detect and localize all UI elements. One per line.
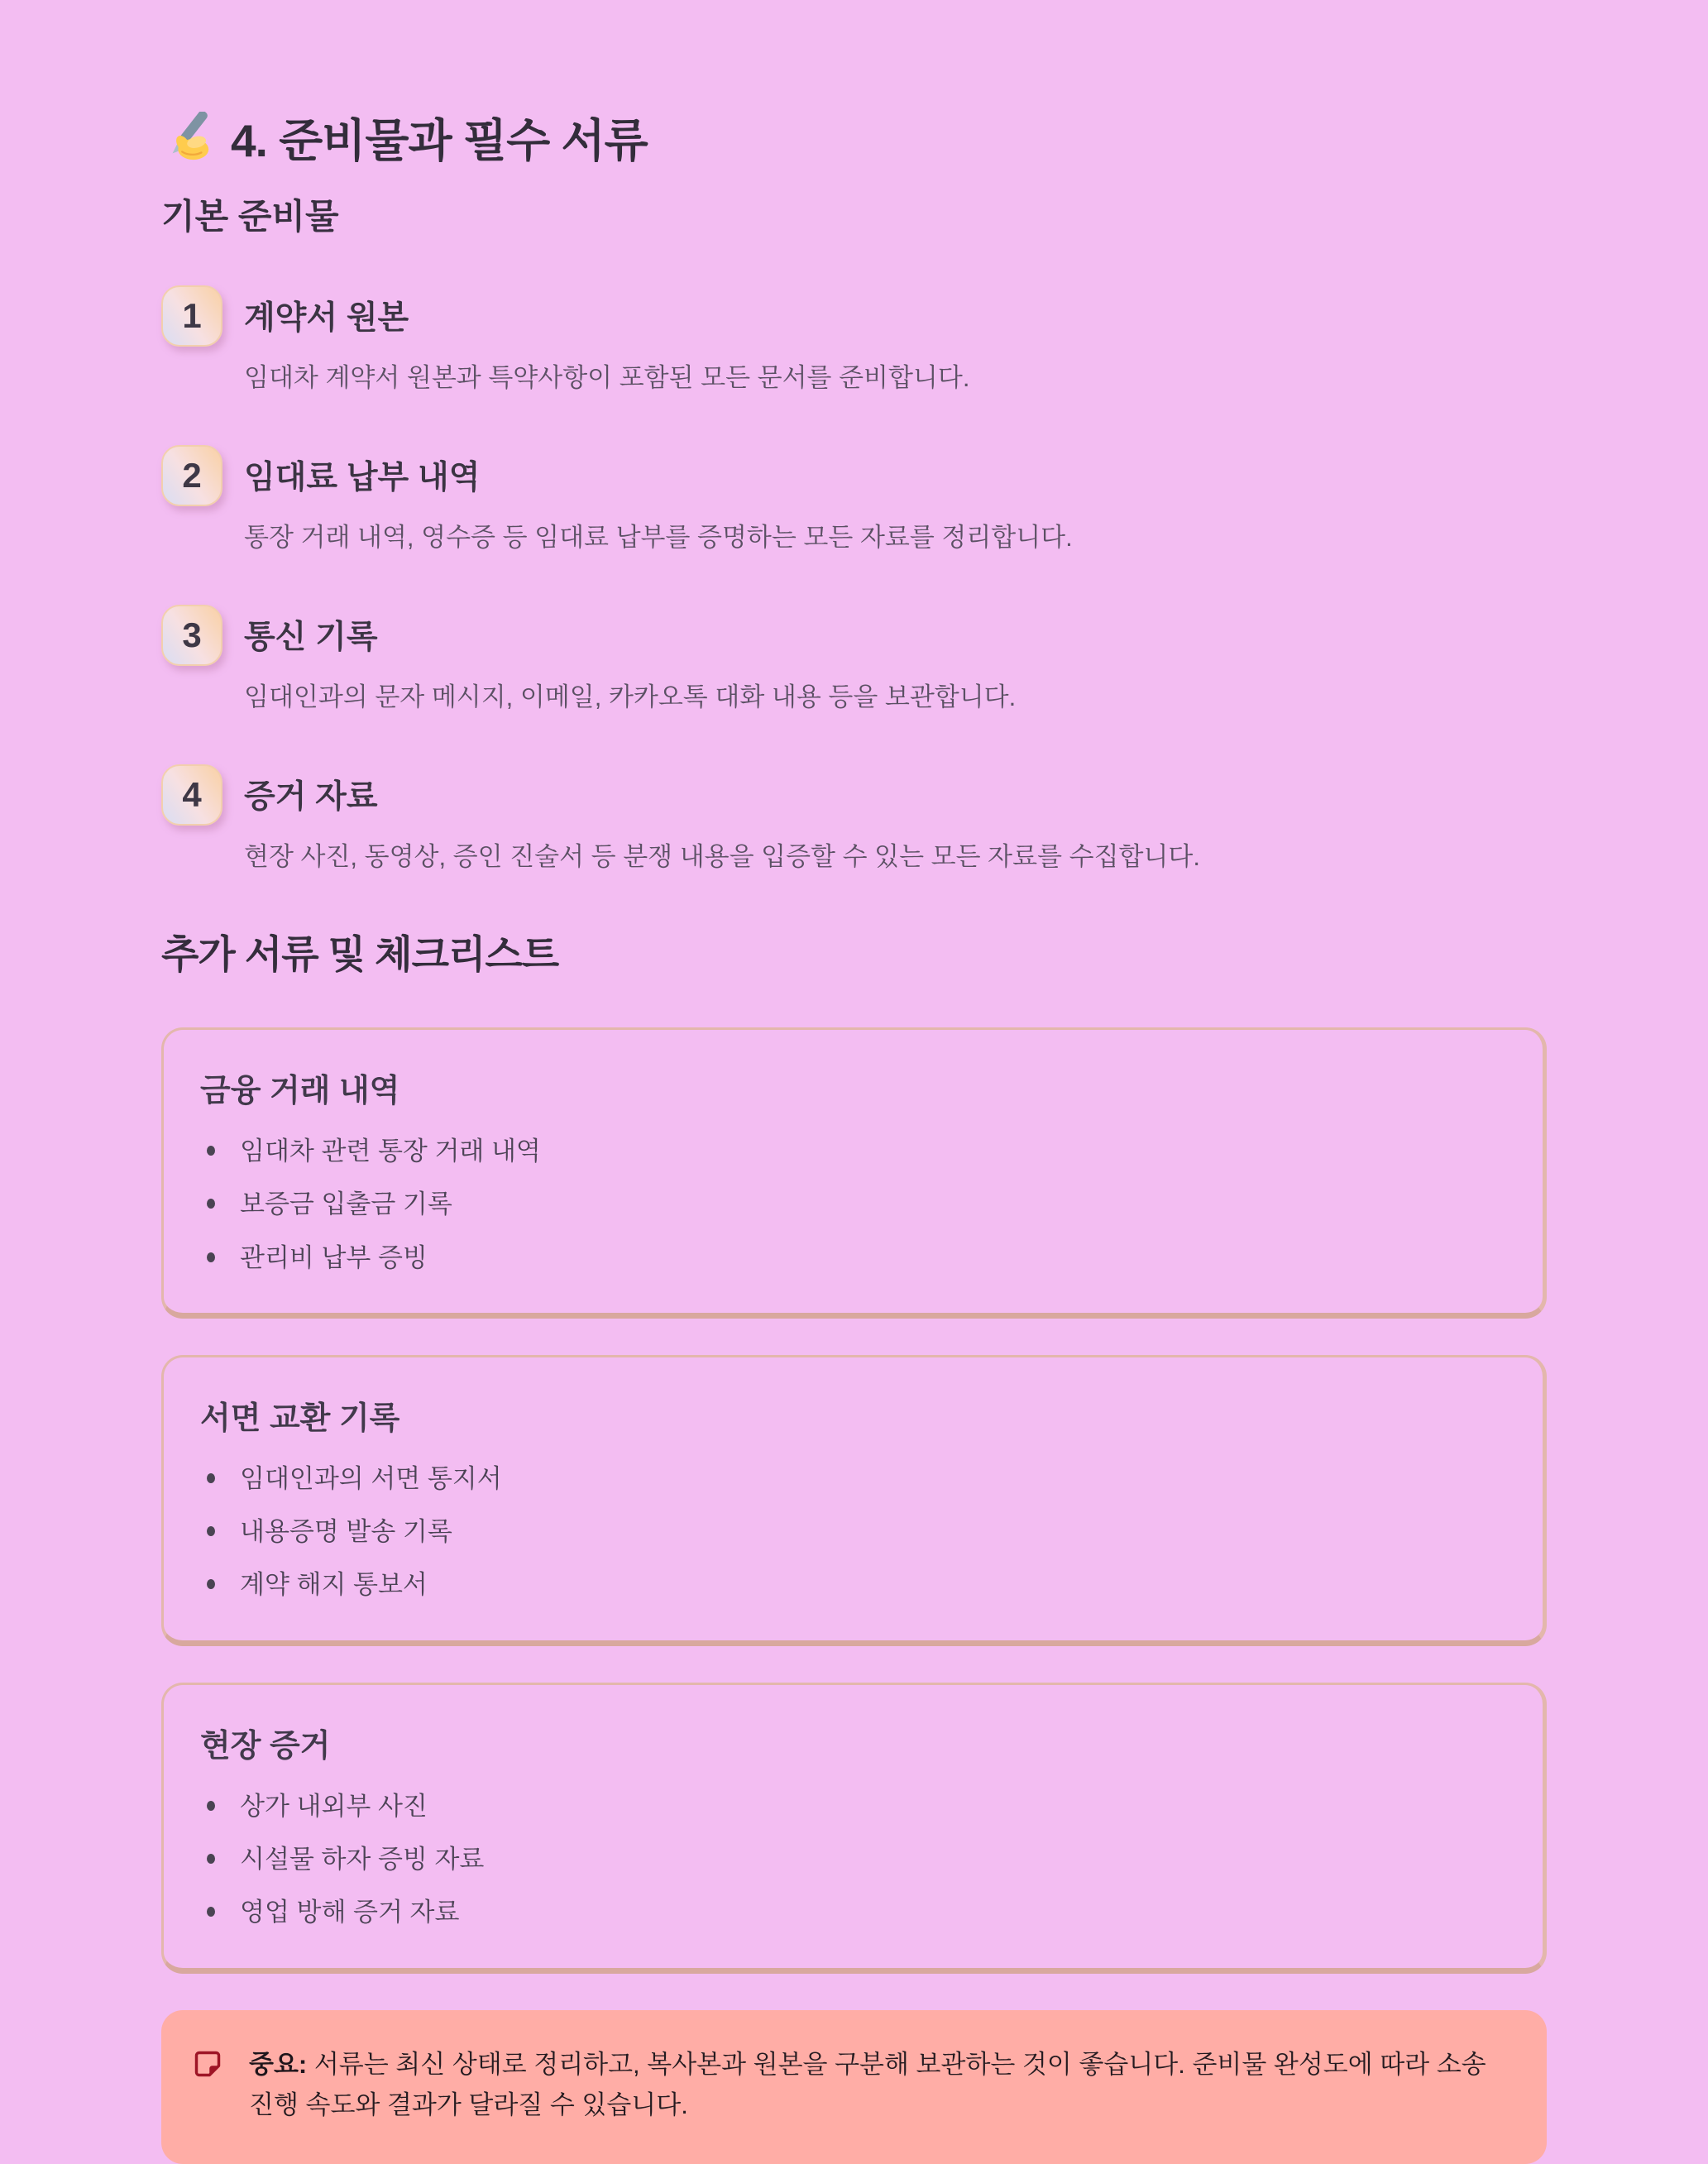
important-callout [161,2010,1547,2164]
step-number-badge: 3 [161,605,222,666]
bullet-dot [207,1854,215,1864]
callout-label: 중요: [249,2049,308,2079]
bullet-text: 임대인과의 서면 통지서 [240,1463,502,1493]
sticky-note-icon [193,2049,222,2083]
step-title: 증거 자료 [244,779,378,815]
card-title: 금융 거래 내역 [200,1074,400,1108]
section-heading-basic: 기본 준비물 [161,197,339,236]
bullet-item [200,1568,1501,1601]
bullet-dot [207,1579,215,1589]
bullet-dot [207,1801,215,1811]
step-title: 계약서 원본 [244,300,409,336]
bullet-text: 관리비 납부 증빙 [240,1242,428,1272]
step-number-badge: 1 [161,285,222,347]
bullet-text: 시설물 하자 증빙 자료 [240,1845,485,1874]
bullet-dot [207,1252,215,1262]
checklist-card-written-records [161,1355,1547,1646]
callout-text [249,2045,1497,2126]
list-item [161,605,1547,713]
callout-body: 서류는 최신 상태로 정리하고, 복사본과 원본을 구분해 보관하는 것이 좋습니다. 준비물 완성도에 따라 소송 진행 속도와 결과가 달라질 수 있습니다. [249,2049,1486,2119]
bullet-dot [207,1473,215,1483]
step-description: 임대인과의 문자 메시지, 이메일, 카카오톡 대화 내용 등을 보관합니다. [244,682,1017,711]
step-number-badge: 4 [161,764,222,826]
step-body [244,764,1200,873]
step-body [244,445,1073,553]
list-item [161,445,1547,553]
bullet-list [200,1790,1501,1930]
numbered-list [161,285,1547,873]
step-description: 현장 사진, 동영상, 증인 진술서 등 분쟁 내용을 입증할 수 있는 모든 자료를 수집합니다. [244,842,1200,871]
bullet-text: 내용증명 발송 기록 [240,1517,452,1547]
step-body [244,285,969,394]
bullet-text: 임대차 관련 통장 거래 내역 [240,1137,541,1166]
bullet-dot [207,1907,215,1917]
card-title: 서면 교환 기록 [200,1400,400,1436]
bullet-text: 계약 해지 통보서 [240,1570,428,1600]
bullet-item [200,1790,1501,1823]
step-body [244,605,1016,713]
bullet-dot [207,1526,215,1536]
bullet-item [200,1135,1501,1168]
step-number-badge: 2 [161,445,222,506]
step-description: 통장 거래 내역, 영수증 등 임대료 납부를 증명하는 모든 자료를 정리합니다. [244,523,1073,552]
bullet-item [200,1896,1501,1929]
bullet-dot [207,1199,215,1209]
step-title: 통신 기록 [244,620,378,655]
list-item [161,764,1547,873]
section-heading-additional: 추가 서류 및 체크리스트 [161,932,559,976]
bullet-item [200,1188,1501,1221]
step-description: 임대차 계약서 원본과 특약사항이 포함된 모든 문서를 준비합니다. [244,363,970,392]
card-title: 현장 증거 [200,1728,331,1764]
bullet-list [200,1463,1501,1602]
bullet-item [200,1843,1501,1876]
checklist-card-site-evidence [161,1683,1547,1974]
bullet-dot [207,1146,215,1156]
writing-hand-icon [161,112,213,163]
list-item [161,285,1547,394]
bullet-item [200,1463,1501,1496]
page-title [161,104,1547,170]
bullet-text: 영업 방해 증거 자료 [240,1898,460,1927]
bullet-text: 보증금 입출금 기록 [240,1190,452,1219]
step-title: 임대료 납부 내역 [244,460,481,496]
bullet-item [200,1515,1501,1549]
bullet-list [200,1135,1501,1275]
bullet-text: 상가 내외부 사진 [240,1791,428,1821]
page-title-text: 4. 준비물과 필수 서류 [231,115,648,166]
bullet-item [200,1242,1501,1275]
checklist-card-financial [161,1027,1547,1319]
